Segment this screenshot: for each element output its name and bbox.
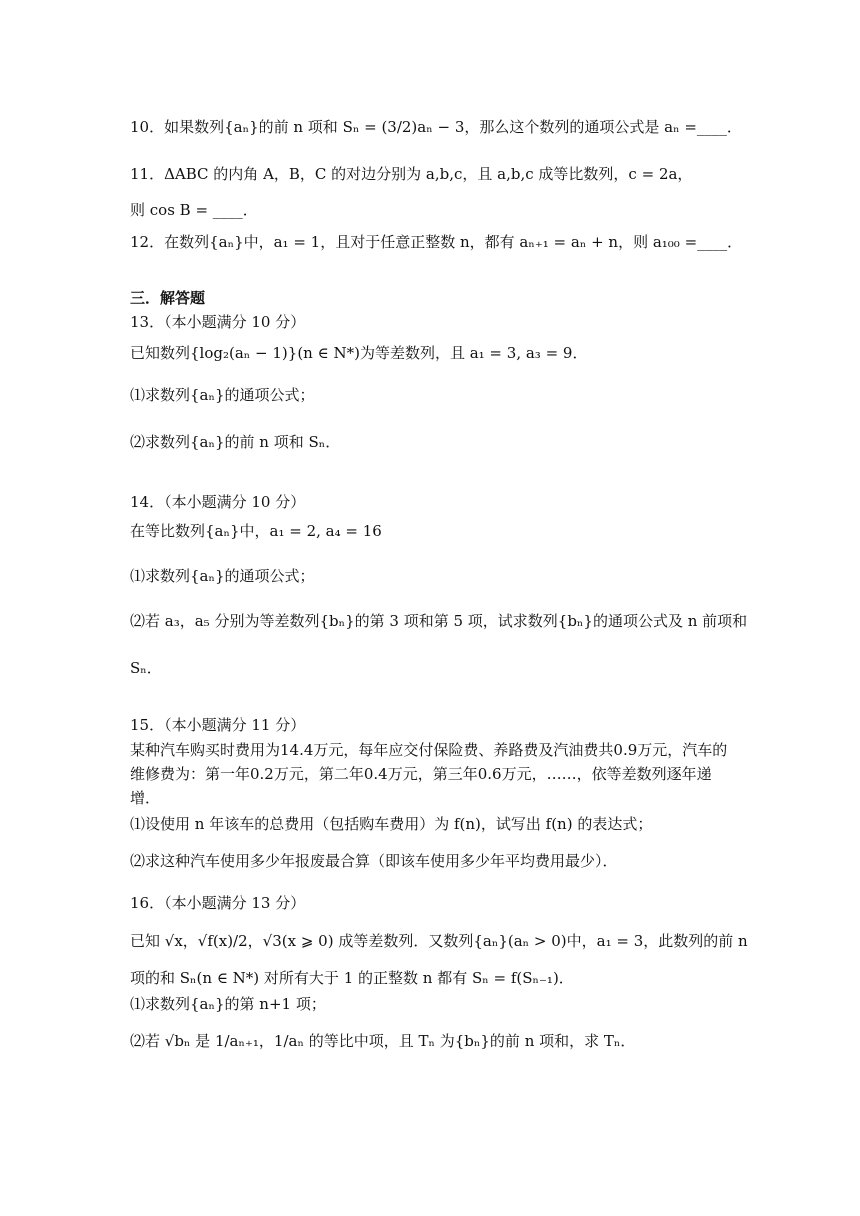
question-11-line-1: 11．ΔABC 的内角 A，B，C 的对边分别为 a,b,c，且 a,b,c 成等比数列，c = 2a， — [130, 165, 693, 183]
question-14-part-1: ⑴求数列{aₙ}的通项公式； — [130, 567, 315, 585]
question-15-part-1: ⑴设使用 n 年该车的总费用（包括购车费用）为 f(n)，试写出 f(n) 的表达式； — [130, 815, 653, 833]
question-14-part-2-line-2: Sₙ． — [130, 659, 162, 677]
question-15-stem-line-3: 增． — [130, 789, 161, 807]
question-14-header: 14．（本小题满分 10 分） — [130, 493, 306, 511]
question-16-stem-line-1: 已知 √x，√f(x)/2，√3(x ⩾ 0) 成等差数列．又数列{aₙ}(aₙ > 0)中，a₁ = 3，此数列的前 n — [130, 932, 748, 950]
question-13-part-1: ⑴求数列{aₙ}的通项公式； — [130, 386, 315, 404]
question-11-line-2: 则 cos B = ____． — [130, 201, 258, 219]
question-10: 10．如果数列{aₙ}的前 n 项和 Sₙ = (3/2)aₙ − 3，那么这个数列的通项公式是 aₙ =____． — [130, 118, 742, 136]
question-13-header: 13．（本小题满分 10 分） — [130, 313, 306, 331]
section-heading-answers: 三．解答题 — [130, 289, 206, 307]
question-15-header: 15．（本小题满分 11 分） — [130, 716, 306, 734]
question-13-stem: 已知数列{log₂(aₙ − 1)}(n ∈ N*)为等差数列，且 a₁ = 3, a₃ = 9． — [130, 344, 588, 362]
question-16-part-1: ⑴求数列{aₙ}的第 n+1 项； — [130, 995, 326, 1013]
question-16-stem-line-2: 项的和 Sₙ(n ∈ N*) 对所有大于 1 的正整数 n 都有 Sₙ = f(Sₙ₋₁)． — [130, 969, 574, 987]
question-15-part-2: ⑵求这种汽车使用多少年报废最合算（即该车使用多少年平均费用最少）． — [130, 852, 618, 870]
question-14-stem: 在等比数列{aₙ}中，a₁ = 2, a₄ = 16 — [130, 522, 382, 540]
question-14-part-2-line-1: ⑵若 a₃，a₅ 分别为等差数列{bₙ}的第 3 项和第 5 项，试求数列{bₙ}的通项公式及 n 前项和 — [130, 612, 748, 630]
question-16-header: 16．（本小题满分 13 分） — [130, 894, 306, 912]
question-13-part-2: ⑵求数列{aₙ}的前 n 项和 Sₙ． — [130, 433, 341, 451]
question-12: 12．在数列{aₙ}中，a₁ = 1，且对于任意正整数 n，都有 aₙ₊₁ = aₙ + n，则 a₁₀₀ =____． — [130, 233, 743, 251]
question-15-stem-line-1: 某种汽车购买时费用为14.4万元，每年应交付保险费、养路费及汽油费共0.9万元，汽车的 — [130, 741, 728, 759]
question-16-part-2: ⑵若 √bₙ 是 1/aₙ₊₁，1/aₙ 的等比中项，且 Tₙ 为{bₙ}的前 n 项和，求 Tₙ． — [130, 1032, 636, 1050]
question-15-stem-line-2: 维修费为：第一年0.2万元，第二年0.4万元，第三年0.6万元，……，依等差数列逐年递 — [130, 765, 712, 783]
